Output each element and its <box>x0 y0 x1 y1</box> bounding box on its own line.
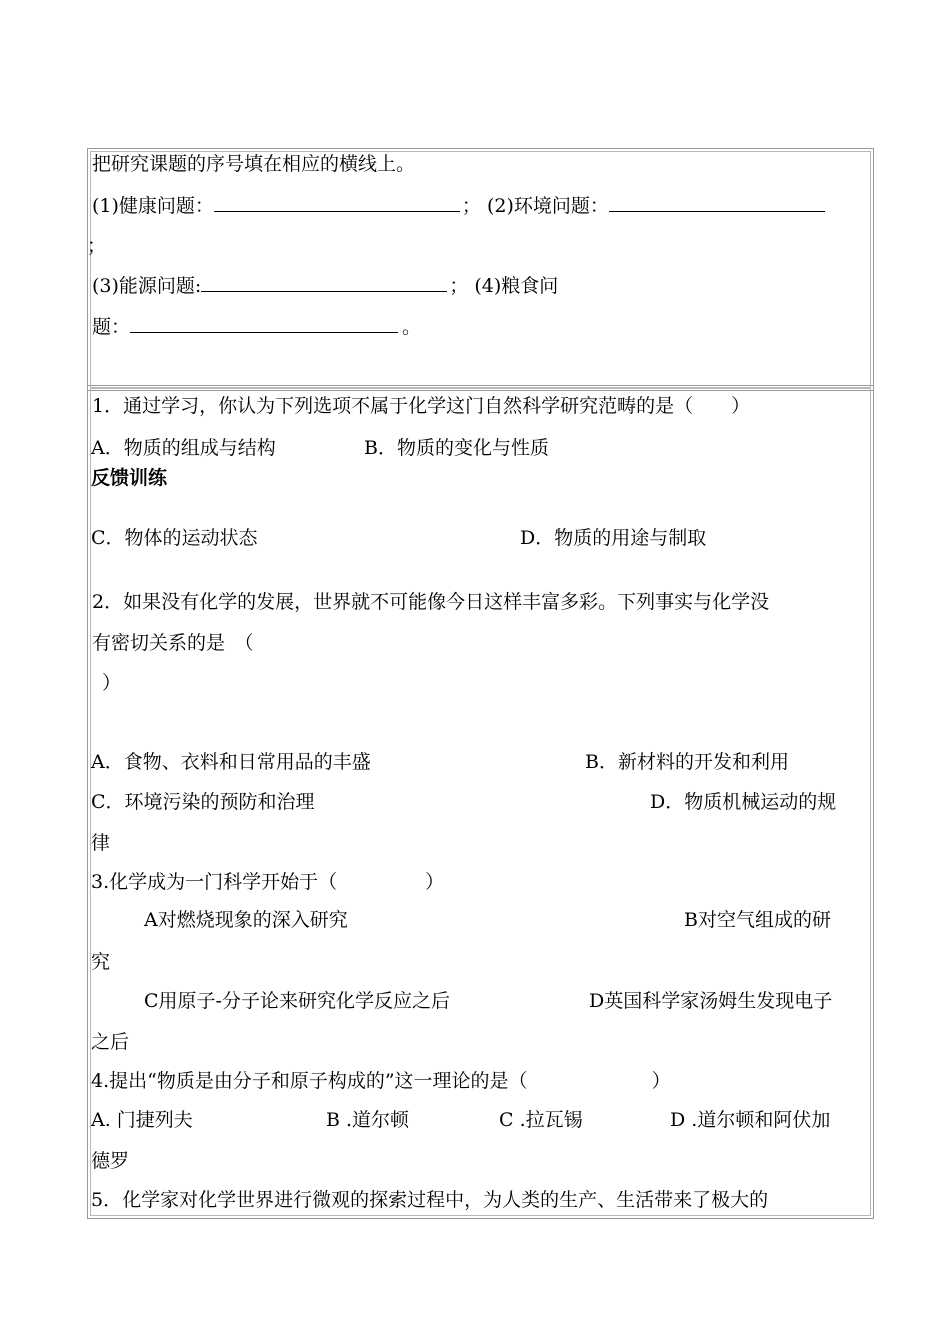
question-3-option-d: D英国科学家汤姆生发现电子 <box>589 990 833 1012</box>
question-4-stem <box>91 1069 671 1093</box>
question-2-option-a: A．食物、衣料和日常用品的丰盛 <box>91 751 371 773</box>
health-question-label: (1)健康问题： <box>92 195 214 217</box>
question-1-option-d: D．物质的用途与制取 <box>520 527 707 549</box>
end-mark: 。 <box>402 316 422 338</box>
food-answer-blank[interactable] <box>130 314 398 333</box>
question-4-stem-text: 4.提出“物质是由分子和原子构成的”这一理论的是（ <box>91 1070 528 1092</box>
question-4-option-d: D .道尔顿和阿伏加 <box>670 1109 831 1131</box>
question-2-option-b: B．新材料的开发和利用 <box>585 751 789 773</box>
question-3-option-c: C用原子-分子论来研究化学反应之后 <box>144 990 450 1012</box>
food-question-label: (4)粮食问 <box>474 275 559 297</box>
question-4-option-a: A. 门捷列夫 <box>91 1109 193 1131</box>
environment-answer-blank[interactable] <box>609 193 825 212</box>
health-question-row <box>92 193 825 218</box>
question-4-option-c: C .拉瓦锡 <box>499 1109 583 1131</box>
food-question-label-cont: 题： <box>92 316 131 338</box>
semicolon-text: ； <box>87 235 107 257</box>
question-2-option-d: D．物质机械运动的规 <box>650 791 837 813</box>
environment-question-label: (2)环境问题： <box>486 195 609 217</box>
question-1-option-a: A．物质的组成与结构 <box>91 437 276 459</box>
question-3-option-a: A对燃烧现象的深入研究 <box>144 909 348 931</box>
question-3-paren-close: ） <box>425 871 445 893</box>
instruction-text: 把研究课题的序号填在相应的横线上。 <box>92 153 416 175</box>
separator: ； <box>449 275 469 297</box>
question-2-option-c: C．环境污染的预防和治理 <box>91 791 315 813</box>
question-3-option-b-cont: 究 <box>91 951 111 973</box>
section-heading: 反馈训练 <box>91 467 168 489</box>
question-1-stem: 1．通过学习，你认为下列选项不属于化学这门自然科学研究范畴的是（ ） <box>92 395 751 417</box>
question-4-paren-close: ） <box>651 1070 671 1092</box>
question-4-option-d-cont: 德罗 <box>91 1150 130 1172</box>
energy-question-row <box>92 273 558 298</box>
energy-answer-blank[interactable] <box>201 273 447 292</box>
question-3-stem-text: 3.化学成为一门科学开始于（ <box>91 871 338 893</box>
question-3-stem <box>91 870 444 894</box>
question-3-option-d-cont: 之后 <box>91 1031 130 1053</box>
question-2-stem: 2．如果没有化学的发展，世界就不可能像今日这样丰富多彩。下列事实与化学没 <box>92 591 770 613</box>
energy-question-label: (3)能源问题: <box>92 275 202 297</box>
question-2-stem-cont: 有密切关系的是 （ <box>92 632 254 654</box>
question-1-option-c: C．物体的运动状态 <box>91 527 258 549</box>
question-3-option-b: B对空气组成的研 <box>684 909 831 931</box>
question-4-option-b: B .道尔顿 <box>326 1109 410 1131</box>
question-5-stem: 5．化学家对化学世界进行微观的探索过程中，为人类的生产、生活带来了极大的 <box>91 1189 769 1211</box>
food-question-row <box>92 314 421 339</box>
upper-table-inner-border <box>90 151 871 388</box>
question-2-option-d-cont: 律 <box>91 832 111 854</box>
separator: ； <box>461 195 481 217</box>
question-1-option-b: B．物质的变化与性质 <box>364 437 549 459</box>
health-answer-blank[interactable] <box>214 193 460 212</box>
question-2-paren-close: ） <box>102 672 122 694</box>
